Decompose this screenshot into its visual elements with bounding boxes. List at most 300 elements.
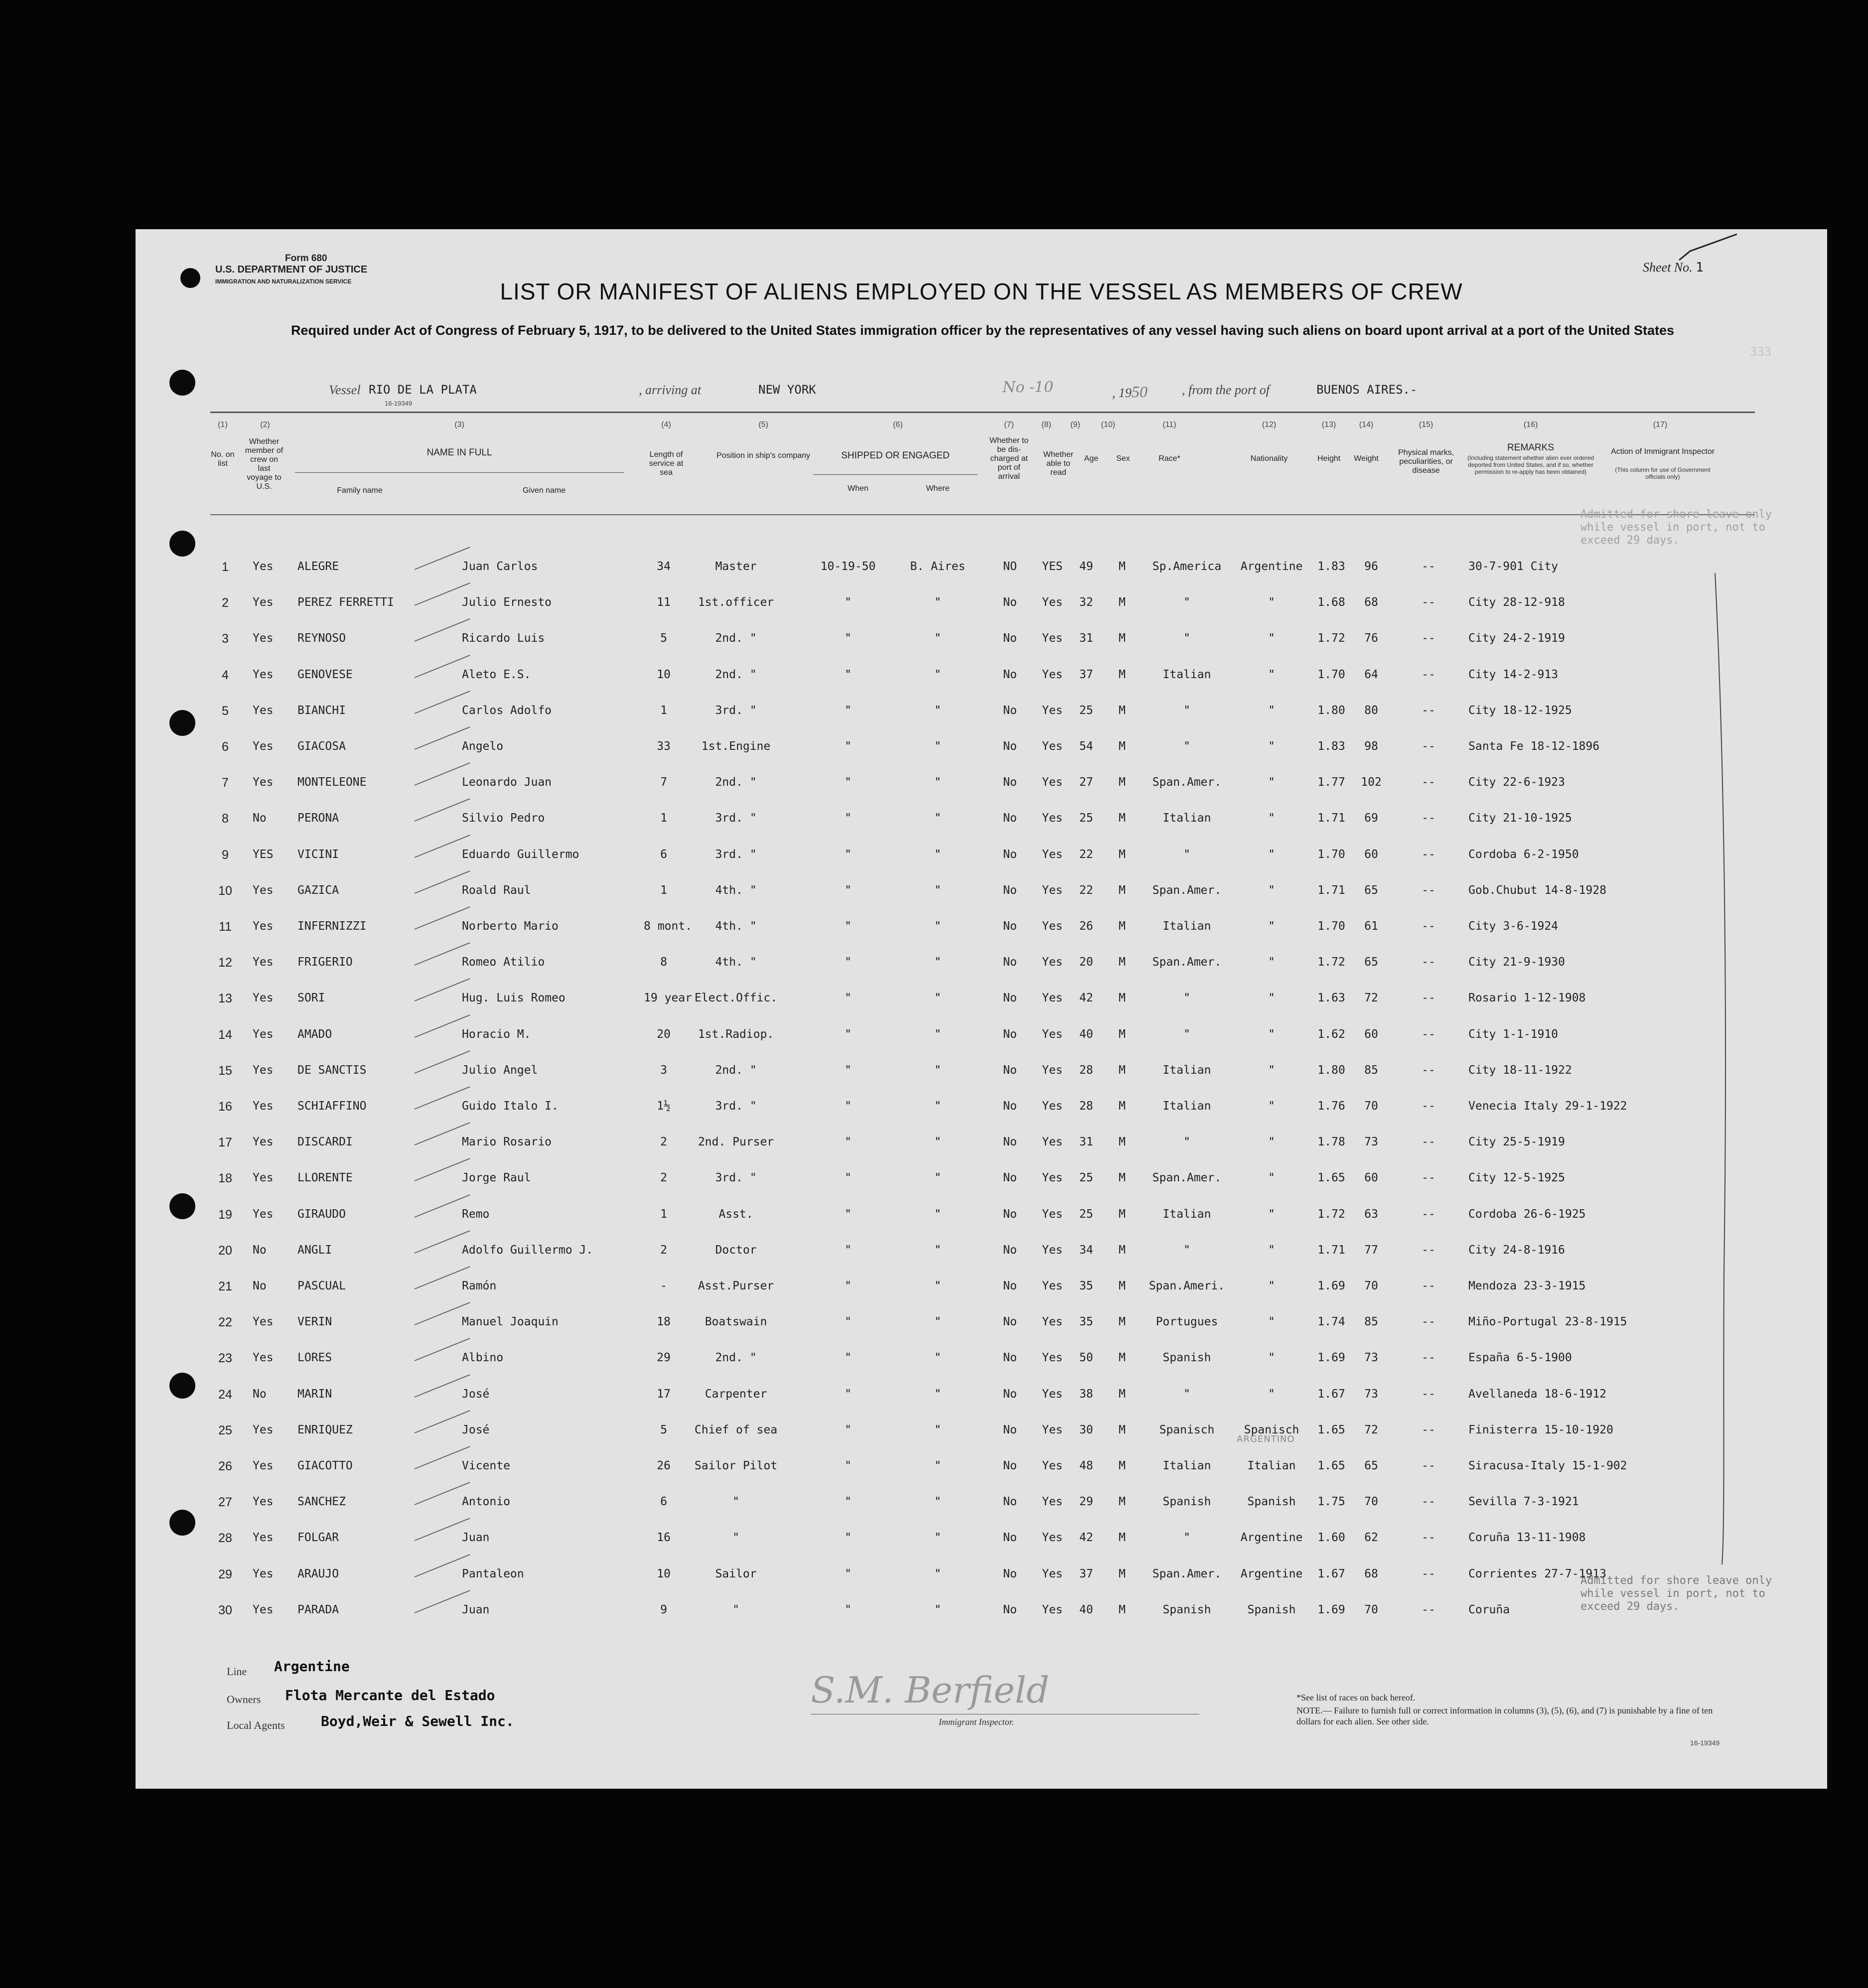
cell-family-name: PERONA (297, 812, 339, 825)
cell-given-name: Juan Carlos (462, 560, 538, 573)
cell-read: Yes (1042, 1279, 1063, 1292)
cell-given-name: Juan (462, 1603, 490, 1616)
cell-race: Spanish (1162, 1603, 1211, 1616)
cell-sex: M (1119, 596, 1126, 609)
cell-race: Italian (1162, 920, 1211, 933)
cell-discharged: No (1003, 1567, 1017, 1580)
table-row (136, 1459, 1827, 1479)
cell-race: " (1183, 848, 1190, 861)
cell-member: Yes (253, 1136, 274, 1148)
cell-remarks: 30-7-901 City (1468, 560, 1559, 573)
cell-read: Yes (1042, 1567, 1063, 1580)
cell-weight: 73 (1364, 1388, 1378, 1401)
cell-race: " (1183, 992, 1190, 1004)
cell-height: 1.70 (1317, 920, 1345, 933)
cell-age: 31 (1079, 1136, 1093, 1148)
cell-member: Yes (253, 668, 274, 681)
cell-length: 11 (657, 596, 671, 609)
col-number: (8) (1041, 421, 1051, 429)
cell-weight: 70 (1364, 1495, 1378, 1508)
cell-marks: -- (1422, 1315, 1436, 1328)
cell-no: 1 (222, 560, 229, 574)
cell-given-name: Pantaleon (462, 1567, 524, 1580)
cell-weight: 98 (1364, 740, 1378, 753)
cell-position: 4th. " (715, 884, 757, 897)
cell-where: " (934, 596, 941, 609)
cell-race: Span.Amer. (1152, 1567, 1222, 1580)
cell-marks: -- (1422, 956, 1436, 969)
cell-position: 1st.officer (698, 596, 774, 609)
cell-where: " (934, 1244, 941, 1257)
cell-height: 1.71 (1317, 812, 1345, 825)
cell-length: 7 (660, 776, 667, 789)
cell-family-name: ENRIQUEZ (297, 1423, 353, 1436)
header-length-service: Length of service at sea (649, 450, 684, 477)
cell-discharged: No (1003, 1136, 1017, 1148)
cell-given-name: Horacio M. (462, 1028, 531, 1041)
cell-length: 10 (657, 1567, 671, 1580)
cell-weight: 85 (1364, 1064, 1378, 1077)
cell-family-name: GAZICA (297, 884, 339, 897)
owners-label: Owners (227, 1693, 261, 1705)
cell-no: 11 (219, 920, 232, 934)
cell-position: Sailor (715, 1567, 757, 1580)
cell-remarks: Corrientes 27-7-1913 (1468, 1567, 1606, 1580)
cell-length: 1 (660, 1208, 667, 1221)
cell-nationality: Argentine (1240, 1531, 1303, 1544)
cell-age: 25 (1079, 812, 1093, 825)
col-number: (7) (1004, 421, 1014, 429)
cell-given-name: Jorge Raul (462, 1171, 531, 1184)
cell-member: Yes (253, 1351, 274, 1364)
cell-remarks: City 18-12-1925 (1468, 704, 1572, 717)
header-member-last-voyage: Whether member of crew on last voyage to U.S. (245, 437, 284, 491)
cell-remarks: City 21-10-1925 (1468, 812, 1572, 825)
cell-age: 38 (1079, 1388, 1093, 1401)
sheet-number: 1 (1696, 260, 1704, 275)
cell-height: 1.71 (1317, 1244, 1345, 1257)
cell-nationality: Italian (1247, 1459, 1296, 1472)
cell-marks: -- (1422, 1171, 1436, 1184)
cell-marks: -- (1422, 1603, 1436, 1616)
cell-age: 25 (1079, 1171, 1093, 1184)
cell-family-name: GENOVESE (297, 668, 353, 681)
cell-when: " (845, 1028, 852, 1041)
cell-age: 50 (1079, 1351, 1093, 1364)
cell-discharged: NO (1003, 560, 1017, 573)
header-name-in-full: NAME IN FULL (427, 447, 492, 458)
cell-when: " (845, 596, 852, 609)
header-weight: Weight (1354, 454, 1379, 463)
table-row (136, 1351, 1827, 1371)
cell-when: " (845, 1100, 852, 1113)
cell-sex: M (1119, 704, 1126, 717)
cell-given-name: Adolfo Guillermo J. (462, 1244, 593, 1257)
cell-given-name: Julio Angel (462, 1064, 538, 1077)
cell-position: 1st.Radiop. (698, 1028, 774, 1041)
col-number: (15) (1419, 421, 1434, 429)
cell-member: Yes (253, 1171, 274, 1184)
cell-height: 1.60 (1317, 1531, 1345, 1544)
cell-when: " (845, 1351, 852, 1364)
page-subtitle: Required under Act of Congress of February 5, 1917, to be delivered to the United States immigration officer by the representatives of any vessel having such aliens on board upont arrival at a port of the United States (290, 323, 1675, 338)
failure-note: NOTE.— Failure to furnish full or correct information in columns (3), (5), (6), and (7) is punishable by a fine of ten dollars for each alien. See other side. (1296, 1705, 1713, 1726)
name-rule (295, 472, 624, 473)
cell-length: 2 (660, 1136, 667, 1148)
cell-nationality: " (1268, 956, 1275, 969)
cell-length: 33 (657, 740, 671, 753)
cell-when: " (845, 1315, 852, 1328)
cell-weight: 62 (1364, 1531, 1378, 1544)
cell-remarks: City 24-2-1919 (1468, 632, 1565, 645)
cell-no: 17 (218, 1136, 232, 1149)
cell-length: 1½ (657, 1100, 671, 1113)
cell-where: " (934, 1603, 941, 1616)
cell-when: " (845, 1171, 852, 1184)
table-row (136, 776, 1827, 796)
cell-read: Yes (1042, 740, 1063, 753)
cell-nationality: Spanish (1247, 1603, 1296, 1616)
cell-sex: M (1119, 1531, 1126, 1544)
cell-nationality: " (1268, 740, 1275, 753)
cell-sex: M (1119, 1064, 1126, 1077)
cell-position: Boatswain (705, 1315, 767, 1328)
cell-read: Yes (1042, 1208, 1063, 1221)
cell-when: " (845, 1603, 852, 1616)
cell-sex: M (1119, 560, 1126, 573)
cell-weight: 85 (1364, 1315, 1378, 1328)
cell-discharged: No (1003, 1495, 1017, 1508)
cell-member: Yes (253, 560, 274, 573)
nationality-correction: ARGENTINO (1237, 1434, 1295, 1444)
col-number: (5) (758, 421, 768, 429)
cell-age: 31 (1079, 632, 1093, 645)
cell-discharged: No (1003, 1064, 1017, 1077)
cell-member: Yes (253, 1064, 274, 1077)
cell-height: 1.74 (1317, 1315, 1345, 1328)
table-row (136, 992, 1827, 1011)
cell-race: " (1183, 740, 1190, 753)
cell-read: Yes (1042, 920, 1063, 933)
cell-given-name: Albino (462, 1351, 504, 1364)
cell-race: Italian (1162, 1459, 1211, 1472)
cell-discharged: No (1003, 1208, 1017, 1221)
cell-given-name: Aleto E.S. (462, 668, 531, 681)
cell-race: Span.Amer. (1152, 956, 1222, 969)
cell-no: 22 (218, 1315, 232, 1329)
cell-read: Yes (1042, 1459, 1063, 1472)
cell-given-name: Roald Raul (462, 884, 531, 897)
table-row (136, 956, 1827, 976)
cell-position: Asst. (718, 1208, 753, 1221)
header-physical-marks: Physical marks, peculiarities, or disease (1398, 448, 1454, 475)
cell-sex: M (1119, 1495, 1126, 1508)
cell-when: " (845, 1279, 852, 1292)
cell-sex: M (1119, 920, 1126, 933)
cell-remarks: Finisterra 15-10-1920 (1468, 1423, 1613, 1436)
cell-nationality: " (1268, 1351, 1275, 1364)
cell-race: " (1183, 1136, 1190, 1148)
col-number: (3) (454, 421, 464, 429)
cell-discharged: No (1003, 704, 1017, 717)
cell-age: 28 (1079, 1100, 1093, 1113)
cell-nationality: " (1268, 776, 1275, 789)
header-nationality: Nationality (1250, 454, 1288, 463)
cell-remarks: City 25-5-1919 (1468, 1136, 1565, 1148)
cell-discharged: No (1003, 1423, 1017, 1436)
cell-no: 26 (218, 1459, 232, 1473)
cell-sex: M (1119, 740, 1126, 753)
inspector-label: Immigrant Inspector. (939, 1717, 1014, 1727)
cell-when: " (845, 776, 852, 789)
cell-discharged: No (1003, 992, 1017, 1004)
cell-remarks: City 12-5-1925 (1468, 1171, 1565, 1184)
header-height: Height (1317, 454, 1341, 463)
cell-sex: M (1119, 1459, 1126, 1472)
cell-member: Yes (253, 596, 274, 609)
cell-when: " (845, 1459, 852, 1472)
cell-sex: M (1119, 1171, 1126, 1184)
cell-remarks: Santa Fe 18-12-1896 (1468, 740, 1600, 753)
shipped-rule (813, 474, 978, 475)
cell-no: 25 (218, 1423, 232, 1437)
cell-age: 30 (1079, 1423, 1093, 1436)
cell-given-name: José (462, 1388, 490, 1401)
form-code-small: 16-19349 (385, 400, 412, 407)
cell-height: 1.83 (1317, 560, 1345, 573)
table-row (136, 1136, 1827, 1155)
cell-where: " (934, 632, 941, 645)
cell-marks: -- (1422, 704, 1436, 717)
cell-marks: -- (1422, 992, 1436, 1004)
cell-where: " (934, 1388, 941, 1401)
cell-weight: 60 (1364, 848, 1378, 861)
cell-marks: -- (1422, 1244, 1436, 1257)
col-number: (14) (1359, 421, 1374, 429)
cell-position: " (732, 1495, 739, 1508)
header-action: Action of Immigrant Inspector (1610, 447, 1715, 456)
cell-race: Italian (1162, 1100, 1211, 1113)
table-row (136, 1208, 1827, 1228)
cell-no: 5 (222, 704, 229, 718)
cell-position: Master (715, 560, 757, 573)
cell-no: 24 (218, 1388, 232, 1402)
cell-weight: 60 (1364, 1028, 1378, 1041)
cell-read: Yes (1042, 776, 1063, 789)
form-number: Form 680 (285, 253, 327, 264)
cell-family-name: ALEGRE (297, 560, 339, 573)
cell-discharged: No (1003, 1171, 1017, 1184)
cell-discharged: No (1003, 1028, 1017, 1041)
cell-age: 28 (1079, 1064, 1093, 1077)
cell-nationality: " (1268, 704, 1275, 717)
col-number: (6) (893, 421, 903, 429)
cell-age: 37 (1079, 1567, 1093, 1580)
cell-sex: M (1119, 1315, 1126, 1328)
cell-sex: M (1119, 812, 1126, 825)
cell-where: " (934, 1315, 941, 1328)
cell-sex: M (1119, 632, 1126, 645)
cell-position: 3rd. " (715, 704, 757, 717)
cell-when: " (845, 668, 852, 681)
table-row (136, 596, 1827, 616)
cell-family-name: SCHIAFFINO (297, 1100, 367, 1113)
cell-member: Yes (253, 992, 274, 1004)
cell-nationality: " (1268, 848, 1275, 861)
cell-family-name: VICINI (297, 848, 339, 861)
cell-height: 1.70 (1317, 668, 1345, 681)
table-row (136, 884, 1827, 904)
cell-where: " (934, 1459, 941, 1472)
cell-where: " (934, 1531, 941, 1544)
cell-age: 26 (1079, 920, 1093, 933)
cell-remarks: Coruña 13-11-1908 (1468, 1531, 1586, 1544)
cell-given-name: Vicente (462, 1459, 510, 1472)
cell-race: Span.Amer. (1152, 884, 1222, 897)
cell-position: Sailor Pilot (694, 1459, 778, 1472)
cell-length: 3 (660, 1064, 667, 1077)
cell-family-name: GIRAUDO (297, 1208, 346, 1221)
col-number: (11) (1162, 421, 1176, 429)
cell-position: Chief of sea (694, 1423, 778, 1436)
cell-read: YES (1042, 560, 1063, 573)
cell-where: " (934, 1136, 941, 1148)
cell-member: YES (253, 848, 274, 861)
cell-when: " (845, 1423, 852, 1436)
cell-member: No (253, 1279, 267, 1292)
cell-no: 18 (218, 1171, 232, 1185)
cell-when: " (845, 848, 852, 861)
cell-nationality: " (1268, 1279, 1275, 1292)
cell-weight: 77 (1364, 1244, 1378, 1257)
cell-marks: -- (1422, 1495, 1436, 1508)
cell-when: " (845, 704, 852, 717)
cell-no: 28 (218, 1531, 232, 1545)
cell-given-name: Ramón (462, 1279, 497, 1292)
cell-when: " (845, 740, 852, 753)
cell-race: Sp.America (1152, 560, 1222, 573)
cell-member: Yes (253, 1315, 274, 1328)
cell-member: Yes (253, 776, 274, 789)
cell-discharged: No (1003, 596, 1017, 609)
cell-race: Spanish (1162, 1351, 1211, 1364)
cell-marks: -- (1422, 1388, 1436, 1401)
cell-sex: M (1119, 1388, 1126, 1401)
cell-nationality: " (1268, 884, 1275, 897)
table-row (136, 1567, 1827, 1587)
cell-given-name: Norberto Mario (462, 920, 559, 933)
cell-family-name: INFERNIZZI (297, 920, 367, 933)
cell-when: 10-19-50 (820, 560, 876, 573)
cell-no: 20 (218, 1244, 232, 1258)
header-shipped-engaged: SHIPPED OR ENGAGED (841, 450, 950, 461)
cell-nationality: " (1268, 1136, 1275, 1148)
cell-marks: -- (1422, 1136, 1436, 1148)
cell-no: 23 (218, 1351, 232, 1365)
cell-member: Yes (253, 1208, 274, 1221)
cell-weight: 72 (1364, 992, 1378, 1004)
header-where: Where (926, 484, 950, 493)
cell-no: 6 (222, 740, 229, 754)
punch-hole (169, 370, 195, 396)
table-row (136, 1423, 1827, 1443)
table-row (136, 1531, 1827, 1551)
cell-marks: -- (1422, 776, 1436, 789)
cell-weight: 70 (1364, 1279, 1378, 1292)
header-age: Age (1084, 454, 1099, 463)
stamp-number: 333 (1750, 345, 1772, 359)
cell-age: 54 (1079, 740, 1093, 753)
cell-marks: -- (1422, 1531, 1436, 1544)
cell-race: Spanisch (1159, 1423, 1215, 1436)
cell-marks: -- (1422, 884, 1436, 897)
cell-no: 27 (218, 1495, 232, 1509)
cell-when: " (845, 956, 852, 969)
cell-discharged: No (1003, 1531, 1017, 1544)
cell-member: Yes (253, 1531, 274, 1544)
cell-member: Yes (253, 1459, 274, 1472)
cell-remarks: City 3-6-1924 (1468, 920, 1559, 933)
cell-member: Yes (253, 1423, 274, 1436)
cell-age: 42 (1079, 992, 1093, 1004)
cell-where: " (934, 848, 941, 861)
cell-length: 34 (657, 560, 671, 573)
cell-remarks: City 21-9-1930 (1468, 956, 1565, 969)
cell-nationality: Argentine (1240, 560, 1303, 573)
cell-family-name: VERIN (297, 1315, 332, 1328)
col-number: (9) (1070, 421, 1080, 429)
service-name: IMMIGRATION AND NATURALIZATION SERVICE (215, 278, 352, 285)
cell-weight: 70 (1364, 1603, 1378, 1616)
cell-length: 2 (660, 1171, 667, 1184)
cell-read: Yes (1042, 1100, 1063, 1113)
cell-read: Yes (1042, 848, 1063, 861)
table-row (136, 848, 1827, 868)
cell-length: 10 (657, 668, 671, 681)
cell-position: 3rd. " (715, 1171, 757, 1184)
cell-height: 1.77 (1317, 776, 1345, 789)
cell-family-name: ANGLI (297, 1244, 332, 1257)
cell-no: 2 (222, 596, 229, 610)
sheet-number-label: Sheet No. 1 (1643, 260, 1704, 275)
cell-position: 3rd. " (715, 1100, 757, 1113)
cell-height: 1.68 (1317, 596, 1345, 609)
cell-age: 40 (1079, 1028, 1093, 1041)
cell-where: " (934, 812, 941, 825)
cell-race: " (1183, 596, 1190, 609)
cell-when: " (845, 920, 852, 933)
table-row (136, 1100, 1827, 1120)
header-able-to-read: Whether able to read (1043, 450, 1074, 477)
cell-marks: -- (1422, 1351, 1436, 1364)
cell-sex: M (1119, 1567, 1126, 1580)
cell-nationality: " (1268, 920, 1275, 933)
cell-no: 12 (218, 956, 232, 970)
cell-no: 9 (222, 848, 229, 862)
cell-age: 48 (1079, 1459, 1093, 1472)
header-sex: Sex (1116, 454, 1130, 463)
cell-height: 1.83 (1317, 740, 1345, 753)
cell-height: 1.69 (1317, 1603, 1345, 1616)
header-no-on-list: No. on list (211, 450, 235, 468)
cell-weight: 68 (1364, 596, 1378, 609)
cell-where: " (934, 1171, 941, 1184)
cell-height: 1.65 (1317, 1459, 1345, 1472)
table-row (136, 1028, 1827, 1048)
cell-marks: -- (1422, 1100, 1436, 1113)
cell-no: 7 (222, 776, 229, 790)
cell-remarks: City 1-1-1910 (1468, 1028, 1559, 1041)
